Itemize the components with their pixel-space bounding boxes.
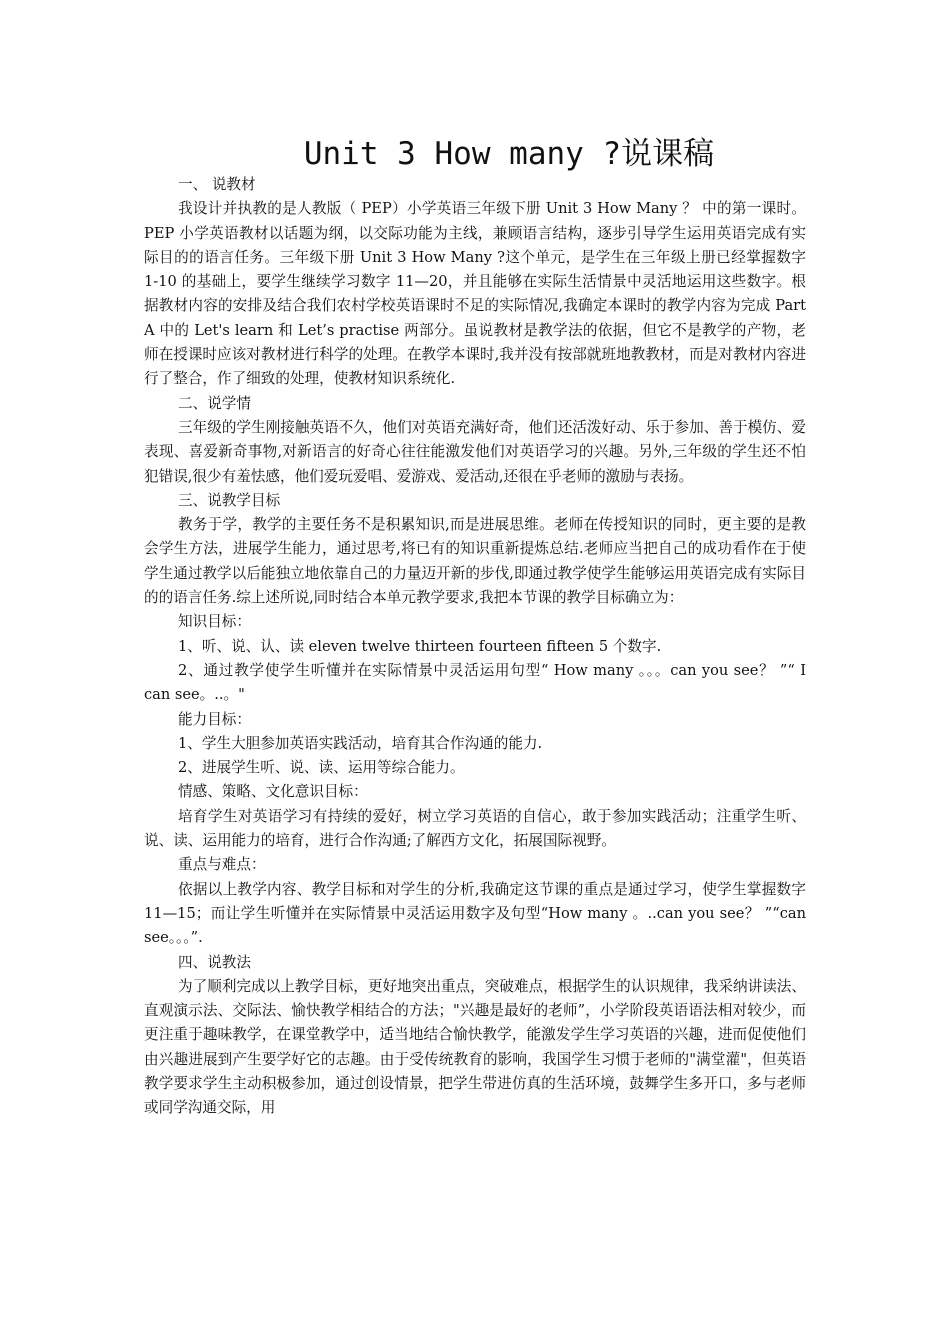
list-item-knowledge-2: 2、通过教学使学生听懂并在实际情景中灵活运用句型“ How many 。。。can you see？ ”“ I can see。..。" [144, 661, 806, 704]
paragraph-objectives: 教务于学，教学的主要任务不是积累知识,而是进展思维。老师在传授知识的同时，更主要的是教会学生方法，进展学生能力，通过思考,将已有的知识重新提炼总结.老师应当把自己的成功看作在于使学生通过教学以后能独立地依靠自己的力量迈开新的步伐,即通过教学使学生能够运用英语完成有实际目的的语言任务.综上述所说,同时结合本单元教学要求,我把本节课的教学目标确立为： [144, 516, 806, 607]
section-heading-students: 二、说学情 [178, 394, 251, 412]
paragraph-textbook: 我设计并执教的是人教版（ PEP）小学英语三年级下册 Unit 3 How Many ？ 中的第一课时。PEP 小学英语教材以话题为纲，以交际功能为主线，兼顾语言结构，逐步引导学生运用英语完成有实际目的的语言任务。三年级下册 Unit 3 How Many ?这个单元，是学生在三年级上册已经掌握数字 1-10 的基础上，要学生继续学习数字 11—20，并且能够在实际生活情景中灵活地运用这些数字。根据教材内容的安排及结合我们农村学校英语课时不足的实际情况,我确定本课时的教学内容为完成 Part A 中的 Let's learn 和 Let’s practise 两部分。虽说教材是教学法的依据，但它不是教学的产物，老师在授课时应该对教材进行科学的处理。在教学本课时,我并没有按部就班地教教材，而是对教材内容进行了整合，作了细致的处理，使教材知识系统化. [144, 200, 806, 388]
list-item-ability-2: 2、进展学生听、说、读、运用等综合能力。 [178, 759, 465, 777]
subheading-emotion-goals: 情感、策略、文化意识目标： [178, 783, 368, 801]
paragraph-students: 三年级的学生刚接触英语不久，他们对英语充满好奇，他们还活泼好动、乐于参加、善于模仿、爱表现、喜爱新奇事物,对新语言的好奇心往往能激发他们对英语学习的兴趣。另外,三年级的学生还不怕犯错误,很少有羞怯感，他们爱玩爱唱、爱游戏、爱活动,还很在乎老师的激励与表扬。 [144, 418, 806, 485]
paragraph-methods: 为了顺利完成以上教学目标，更好地突出重点，突破难点，根据学生的认识规律，我采纳讲读法、直观演示法、交际法、愉快教学相结合的方法；"兴趣是最好的老师”，小学阶段英语语法相对较少，而更注重于趣味教学，在课堂教学中，适当地结合愉快教学，能激发学生学习英语的兴趣，进而促使他们由兴趣进展到产生要学好它的志趣。由于受传统教育的影响，我国学生习惯于老师的"满堂灌"，但英语教学要求学生主动积极参加，通过创设情景，把学生带进仿真的生活环境，鼓舞学生多开口，多与老师或同学沟通交际，用 [144, 977, 806, 1117]
subheading-key-points: 重点与难点： [178, 856, 266, 874]
document-body [144, 173, 806, 1121]
document-title: Unit 3 How many ?说课稿 [303, 136, 715, 172]
subheading-ability-goals: 能力目标： [178, 710, 251, 728]
list-item-knowledge-1: 1、听、说、认、读 eleven twelve thirteen fourteen fifteen 5 个数字. [178, 637, 662, 655]
subheading-knowledge-goals: 知识目标： [178, 613, 251, 631]
section-heading-textbook: 一、 说教材 [178, 176, 256, 193]
paragraph-key-points: 依据以上教学内容、教学目标和对学生的分析,我确定这节课的重点是通过学习，使学生掌握数字 11—15；而让学生听懂并在实际情景中灵活运用数字及句型“How many 。..can you see？ ”“can see。。。”. [144, 880, 806, 947]
section-heading-methods: 四、说教法 [178, 953, 251, 971]
section-heading-objectives: 三、说教学目标 [178, 491, 281, 509]
list-item-ability-1: 1、学生大胆参加英语实践活动，培育其合作沟通的能力. [178, 734, 543, 752]
paragraph-emotion-goals: 培育学生对英语学习有持续的爱好，树立学习英语的自信心，敢于参加实践活动；注重学生听、说、读、运用能力的培育，进行合作沟通;了解西方文化，拓展国际视野。 [144, 807, 806, 850]
